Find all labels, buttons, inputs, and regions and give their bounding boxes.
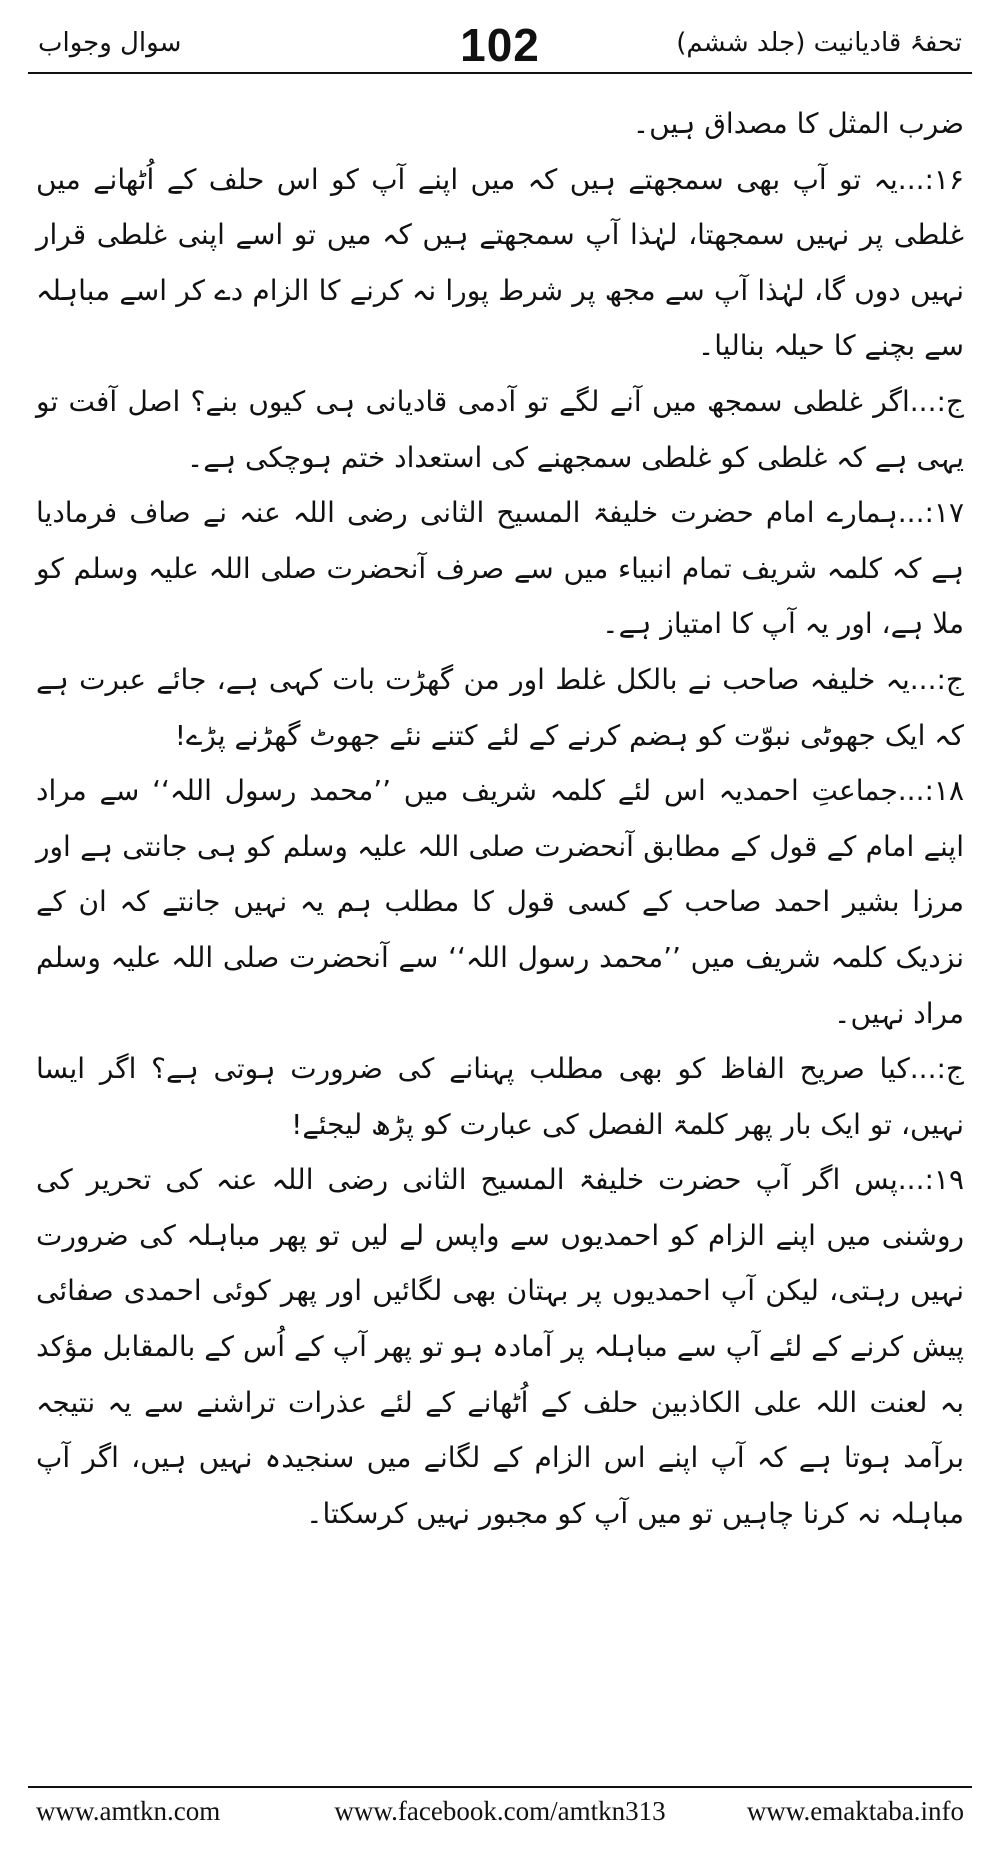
paragraph: ضرب المثل کا مصداق ہیں۔: [632, 107, 964, 140]
paragraph: ج:...اگر غلطی سمجھ میں آنے لگے تو آدمی قادیانی ہی کیوں بنے؟ اصل آفت تو یہی ہے کہ غلطی کو غلطی سمجھنے کی استعداد ختم ہوچکی ہے۔: [36, 384, 964, 474]
paragraph: ج:...یہ خلیفہ صاحب نے بالکل غلط اور من گھڑت بات کہی ہے، جائے عبرت ہے کہ ایک جھوٹی نبوّت کو ہضم کرنے کے لئے کتنے نئے جھوٹ گھڑنے پڑے!: [36, 662, 964, 752]
footer-link-emaktaba: www.emaktaba.info: [746, 1796, 964, 1826]
page-header: [28, 18, 972, 78]
footer-rule: [28, 1786, 972, 1788]
page-body: [36, 96, 964, 1541]
paragraph: ۱۸:...جماعتِ احمدیہ اس لئے کلمہ شریف میں ’’محمد رسول اللہ‘‘ سے مراد اپنے امام کے قول کے مطابق آنحضرت صلی اللہ علیہ وسلم کو ہی جانتی ہے اور مرزا بشیر احمد صاحب کے کسی قول کا مطلب ہم یہ نہیں جانتے کہ ان کے نزدیک کلمہ شریف میں ’’محمد رسول اللہ‘‘ سے آنحضرت صلی اللہ علیہ وسلم مراد نہیں۔: [36, 774, 964, 1030]
header-rule: [28, 72, 972, 74]
paragraph: ج:...کیا صریح الفاظ کو بھی مطلب پہنانے کی ضرورت ہوتی ہے؟ اگر ایسا نہیں، تو ایک بار پھر کلمۃ الفصل کی عبارت کو پڑھ لیجئے!: [36, 1052, 964, 1141]
paragraph: ۱۷:...ہمارے امام حضرت خلیفۃ المسیح الثانی رضی اللہ عنہ نے صاف فرمادیا ہے کہ کلمہ شریف تمام انبیاء میں سے صرف آنحضرت صلی اللہ علیہ وسلم کو ملا ہے، اور یہ آپ کا امتیاز ہے۔: [36, 496, 964, 641]
page-number: 102: [460, 19, 540, 71]
footer-link-amtkn: www.amtkn.com: [36, 1796, 221, 1826]
paragraph: ۱۹:...پس اگر آپ حضرت خلیفۃ المسیح الثانی رضی اللہ عنہ کی تحریر کی روشنی میں اپنے الزام کو احمدیوں سے واپس لے لیں تو پھر مباہلہ کی ضرورت نہیں رہتی، لیکن آپ احمدیوں پر بہتان بھی لگائیں اور پھر کوئی احمدی صفائی پیش کرنے کے لئے آپ سے مباہلہ پر آمادہ ہو تو پھر آپ کے اُس کے بالمقابل مؤکد بہ لعنت اللہ علی الکاذبین حلف کے اُٹھانے کے لئے عذرات تراشنے سے یہ نتیجہ برآمد ہوتا ہے کہ آپ اپنے اس الزام کے لگانے میں سنجیدہ نہیں ہیں، اگر آپ مباہلہ نہ کرنا چاہیں تو میں آپ کو مجبور نہیں کرسکتا۔: [36, 1163, 964, 1530]
section-title: سوال وجواب: [38, 28, 182, 58]
page-footer: [36, 1796, 964, 1836]
paragraph: ۱۶:...یہ تو آپ بھی سمجھتے ہیں کہ میں اپنے آپ کو اس حلف کے اُٹھانے میں غلطی پر نہیں سمجھتا، لہٰذا آپ سمجھتے ہیں کہ میں تو اسے اپنی غلطی قرار نہیں دوں گا، لہٰذا آپ سے مجھ پر شرط پورا نہ کرنے کا الزام دے کر اسے مباہلہ سے بچنے کا حیلہ بنالیا۔: [36, 162, 964, 363]
footer-link-facebook: www.facebook.com/amtkn313: [334, 1796, 666, 1826]
book-title: تحفۂ قادیانیت (جلد ششم): [676, 28, 962, 58]
